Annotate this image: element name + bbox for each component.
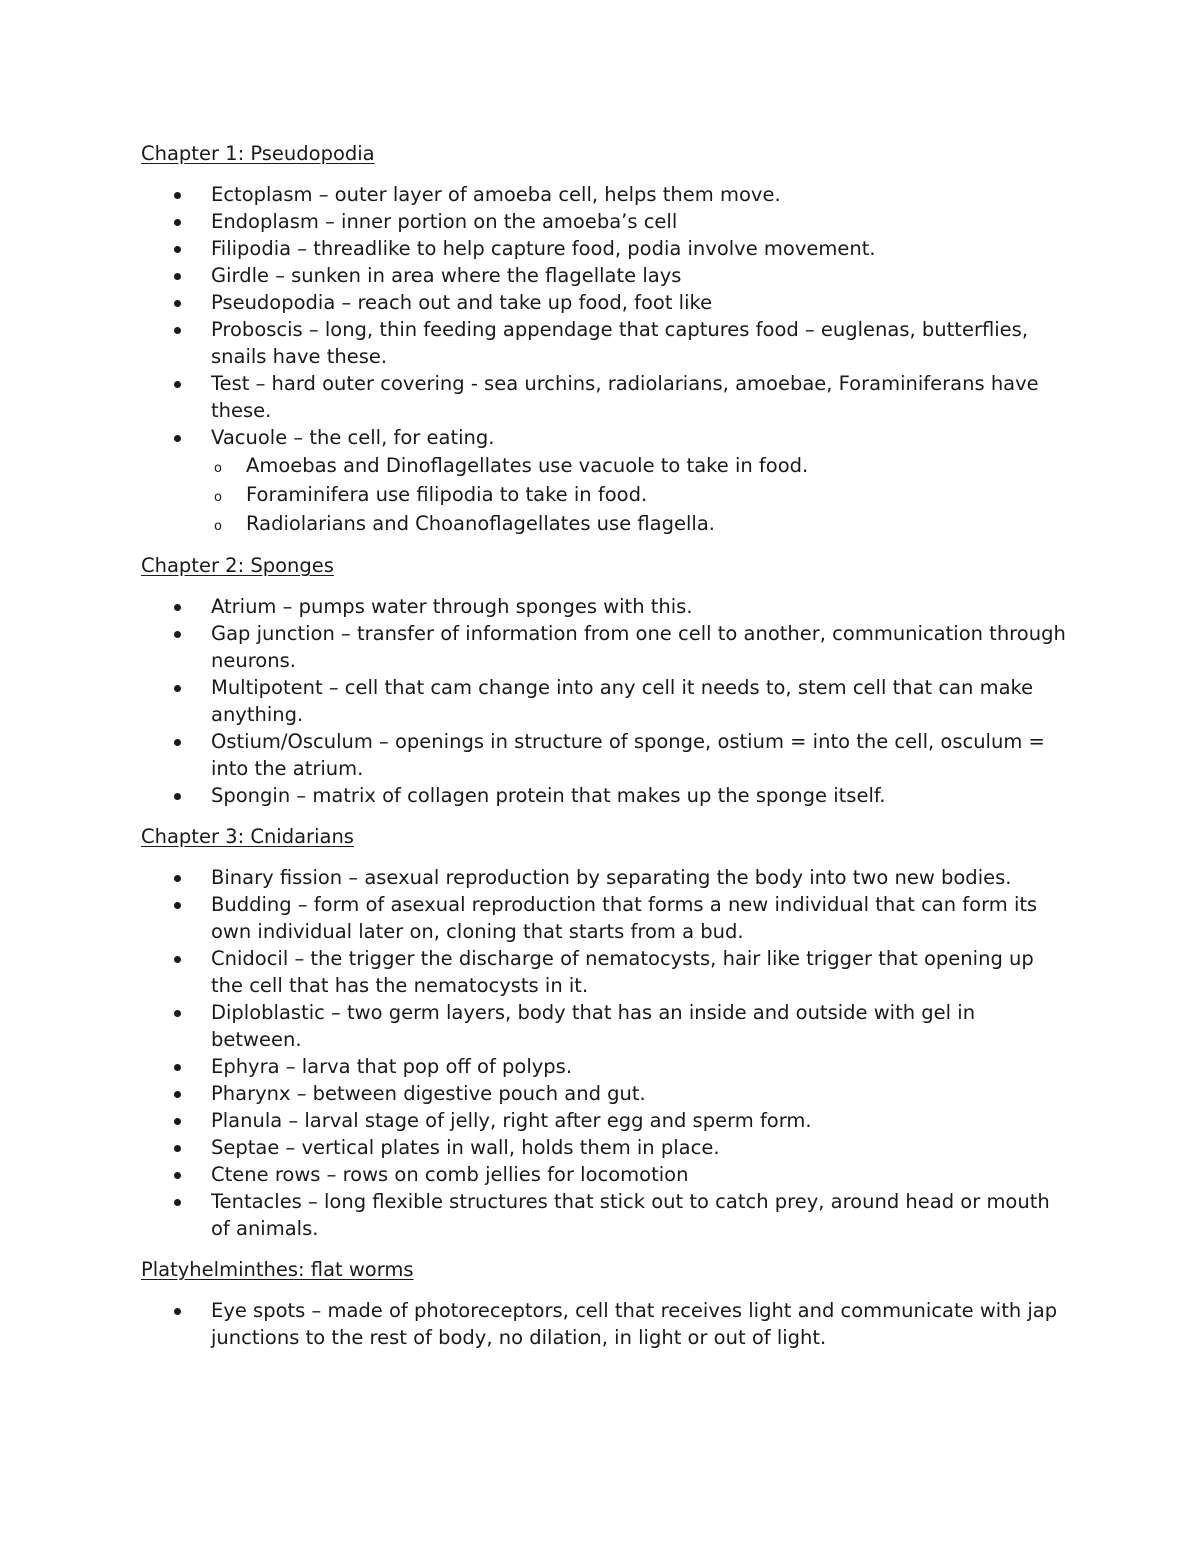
bullet-icon (174, 685, 181, 692)
bullet-icon (174, 604, 181, 611)
bullet-icon (174, 219, 181, 226)
list-item (141, 782, 1071, 809)
list-item-text: Ephyra – larva that pop off of polyps. (211, 1055, 573, 1078)
section-platyhelminthes (141, 1256, 1071, 1351)
list-item (141, 1053, 1071, 1080)
term-list (141, 593, 1071, 809)
list-item-text: Ectoplasm – outer layer of amoeba cell, helps them move. (211, 183, 781, 206)
section-chapter-1 (141, 140, 1071, 538)
list-item (141, 1188, 1071, 1242)
bullet-icon (174, 327, 181, 334)
list-item-text: Binary fission – asexual reproduction by separating the body into two new bodies. (211, 866, 1012, 889)
list-item (141, 1107, 1071, 1134)
bullet-icon (174, 1010, 181, 1017)
list-item (141, 208, 1071, 235)
list-item (141, 999, 1071, 1053)
sub-list-item-text: Foraminifera use filipodia to take in food. (246, 483, 648, 506)
bullet-icon (174, 192, 181, 199)
list-item-text: Atrium – pumps water through sponges with this. (211, 595, 693, 618)
list-item-text: Cnidocil – the trigger the discharge of nematocysts, hair like trigger that opening up the cell that has the nematocysts in it. (211, 947, 1034, 997)
list-item-text: Tentacles – long flexible structures that stick out to catch prey, around head or mouth of animals. (211, 1190, 1050, 1240)
list-item (141, 235, 1071, 262)
bullet-icon (174, 956, 181, 963)
bullet-icon (174, 793, 181, 800)
bullet-icon (174, 300, 181, 307)
list-item-text: Ctene rows – rows on comb jellies for locomotion (211, 1163, 689, 1186)
list-item (141, 620, 1071, 674)
bullet-icon (174, 1091, 181, 1098)
list-item-text: Budding – form of asexual reproduction that forms a new individual that can form its own individual later on, cloning that starts from a bud. (211, 893, 1038, 943)
list-item (141, 181, 1071, 208)
bullet-icon (174, 246, 181, 253)
bullet-icon (174, 1145, 181, 1152)
list-item-text: Diploblastic – two germ layers, body that has an inside and outside with gel in between. (211, 1001, 976, 1051)
circle-bullet-icon: o (214, 490, 222, 505)
list-item-text: Endoplasm – inner portion on the amoeba’s cell (211, 210, 678, 233)
sub-list-item-text: Radiolarians and Choanoflagellates use flagella. (246, 512, 715, 535)
circle-bullet-icon: o (214, 519, 222, 534)
list-item (141, 1297, 1071, 1351)
section-heading: Chapter 3: Cnidarians (141, 825, 354, 848)
list-item (141, 370, 1071, 424)
bullet-icon (174, 739, 181, 746)
list-item (141, 262, 1071, 289)
list-item (141, 864, 1071, 891)
list-item-text: Septae – vertical plates in wall, holds them in place. (211, 1136, 720, 1159)
section-chapter-2 (141, 552, 1071, 809)
list-item (141, 424, 1071, 538)
sub-list-item (211, 509, 1071, 538)
list-item (141, 728, 1071, 782)
bullet-icon (174, 1308, 181, 1315)
bullet-icon (174, 1199, 181, 1206)
list-item-text: Proboscis – long, thin feeding appendage that captures food – euglenas, butterflies, snails have these. (211, 318, 1029, 368)
list-item (141, 674, 1071, 728)
term-list (141, 864, 1071, 1242)
list-item-text: Spongin – matrix of collagen protein that makes up the sponge itself. (211, 784, 886, 807)
sub-list (211, 451, 1071, 538)
list-item (141, 593, 1071, 620)
list-item-text: Multipotent – cell that cam change into any cell it needs to, stem cell that can make anything. (211, 676, 1034, 726)
bullet-icon (174, 273, 181, 280)
bullet-icon (174, 435, 181, 442)
list-item-text: Gap junction – transfer of information from one cell to another, communication through neurons. (211, 622, 1066, 672)
list-item (141, 289, 1071, 316)
list-item-text: Planula – larval stage of jelly, right after egg and sperm form. (211, 1109, 812, 1132)
section-chapter-3 (141, 823, 1071, 1242)
bullet-icon (174, 381, 181, 388)
list-item (141, 316, 1071, 370)
list-item (141, 945, 1071, 999)
bullet-icon (174, 631, 181, 638)
list-item-text: Vacuole – the cell, for eating. (211, 426, 495, 449)
list-item (141, 1134, 1071, 1161)
list-item (141, 1161, 1071, 1188)
circle-bullet-icon: o (214, 461, 222, 476)
bullet-icon (174, 875, 181, 882)
list-item-text: Ostium/Osculum – openings in structure of sponge, ostium = into the cell, osculum = into the atrium. (211, 730, 1045, 780)
section-heading: Chapter 2: Sponges (141, 554, 334, 577)
list-item-text: Pharynx – between digestive pouch and gut. (211, 1082, 646, 1105)
list-item (141, 1080, 1071, 1107)
sub-list-item (211, 451, 1071, 480)
list-item-text: Test – hard outer covering - sea urchins, radiolarians, amoebae, Foraminiferans have these. (211, 372, 1039, 422)
bullet-icon (174, 1172, 181, 1179)
term-list (141, 181, 1071, 538)
sub-list-item (211, 480, 1071, 509)
list-item-text: Eye spots – made of photoreceptors, cell that receives light and communicate with jap junctions to the rest of body, no dilation, in light or out of light. (211, 1299, 1058, 1349)
list-item-text: Filipodia – threadlike to help capture food, podia involve movement. (211, 237, 876, 260)
term-list (141, 1297, 1071, 1351)
list-item (141, 891, 1071, 945)
bullet-icon (174, 902, 181, 909)
list-item-text: Girdle – sunken in area where the flagellate lays (211, 264, 682, 287)
bullet-icon (174, 1064, 181, 1071)
list-item-text: Pseudopodia – reach out and take up food, foot like (211, 291, 713, 314)
sub-list-item-text: Amoebas and Dinoflagellates use vacuole to take in food. (246, 454, 809, 477)
section-heading: Platyhelminthes: flat worms (141, 1258, 414, 1281)
bullet-icon (174, 1118, 181, 1125)
section-heading: Chapter 1: Pseudopodia (141, 142, 375, 165)
document-page (141, 140, 1071, 1365)
